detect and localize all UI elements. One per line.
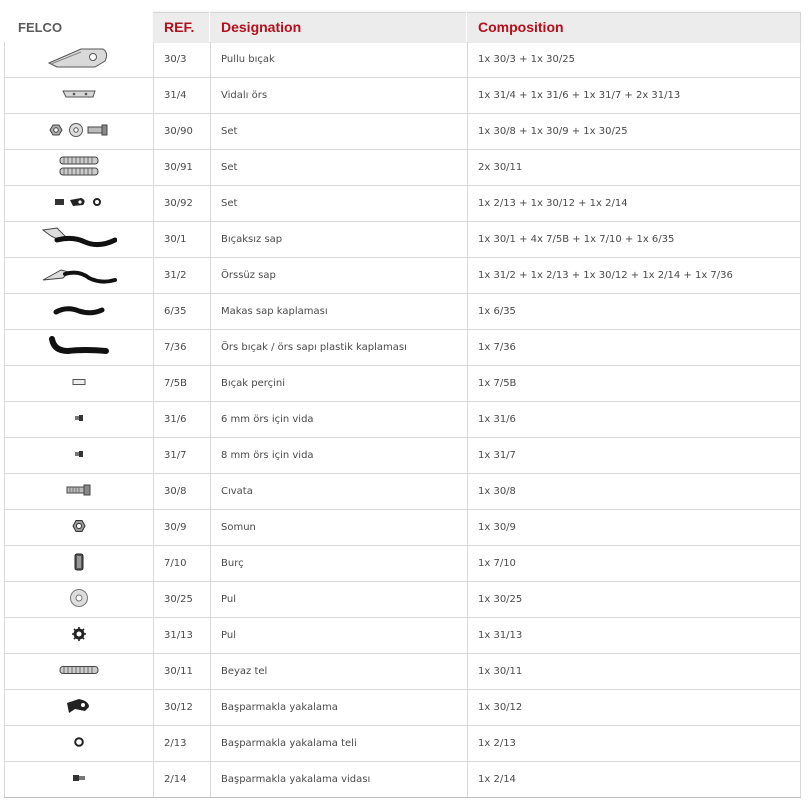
part-composition: 1x 30/12 bbox=[468, 690, 801, 726]
header-divider bbox=[466, 12, 467, 42]
catch-set-icon bbox=[5, 195, 153, 212]
part-designation: Beyaz tel bbox=[211, 654, 468, 690]
part-image-cell bbox=[5, 762, 154, 798]
part-composition: 1x 2/13 + 1x 30/12 + 1x 2/14 bbox=[468, 186, 801, 222]
part-designation: Burç bbox=[211, 546, 468, 582]
table-row bbox=[5, 726, 801, 762]
part-designation: Başparmakla yakalama vidası bbox=[211, 762, 468, 798]
table-row bbox=[5, 366, 801, 402]
part-designation: 6 mm örs için vida bbox=[211, 402, 468, 438]
part-image-cell bbox=[5, 474, 154, 510]
column-header-ref: REF. bbox=[164, 19, 195, 35]
part-designation: Pul bbox=[211, 618, 468, 654]
part-image-cell bbox=[5, 222, 154, 258]
part-ref: 31/4 bbox=[154, 78, 211, 114]
part-composition: 1x 30/8 + 1x 30/9 + 1x 30/25 bbox=[468, 114, 801, 150]
blade-icon bbox=[5, 45, 153, 74]
part-designation: Örssüz sap bbox=[211, 258, 468, 294]
part-image-cell bbox=[5, 114, 154, 150]
table-row bbox=[5, 654, 801, 690]
part-composition: 1x 2/14 bbox=[468, 762, 801, 798]
part-ref: 30/25 bbox=[154, 582, 211, 618]
part-composition: 1x 30/25 bbox=[468, 582, 801, 618]
part-designation: Cıvata bbox=[211, 474, 468, 510]
table-row bbox=[5, 42, 801, 78]
part-ref: 30/90 bbox=[154, 114, 211, 150]
small-screw-icon bbox=[5, 414, 153, 425]
part-ref: 30/8 bbox=[154, 474, 211, 510]
part-image-cell bbox=[5, 690, 154, 726]
part-ref: 31/6 bbox=[154, 402, 211, 438]
anvil-blade-icon bbox=[5, 89, 153, 102]
washer-icon bbox=[5, 588, 153, 611]
part-composition: 1x 30/8 bbox=[468, 474, 801, 510]
handle-cover-icon bbox=[5, 302, 153, 321]
star-washer-icon bbox=[5, 627, 153, 644]
table-row bbox=[5, 78, 801, 114]
part-image-cell bbox=[5, 402, 154, 438]
table-row bbox=[5, 114, 801, 150]
parts-table bbox=[4, 42, 801, 798]
part-designation: Somun bbox=[211, 510, 468, 546]
part-designation: Bıçak perçini bbox=[211, 366, 468, 402]
part-image-cell bbox=[5, 78, 154, 114]
part-designation: Vidalı örs bbox=[211, 78, 468, 114]
column-header-composition: Composition bbox=[478, 19, 564, 35]
ring-icon bbox=[5, 736, 153, 751]
table-row bbox=[5, 690, 801, 726]
rivet-icon bbox=[5, 378, 153, 389]
part-image-cell bbox=[5, 42, 154, 78]
bushing-icon bbox=[5, 553, 153, 574]
part-composition: 1x 30/9 bbox=[468, 510, 801, 546]
part-image-cell bbox=[5, 618, 154, 654]
handle-without-anvil-icon bbox=[5, 262, 153, 289]
part-image-cell bbox=[5, 150, 154, 186]
part-composition: 1x 6/35 bbox=[468, 294, 801, 330]
catch-screw-icon bbox=[5, 773, 153, 786]
part-ref: 7/10 bbox=[154, 546, 211, 582]
part-image-cell bbox=[5, 294, 154, 330]
nut-icon bbox=[5, 518, 153, 537]
small-screw-icon bbox=[5, 450, 153, 461]
table-row bbox=[5, 546, 801, 582]
table-row bbox=[5, 222, 801, 258]
table-row bbox=[5, 294, 801, 330]
part-image-cell bbox=[5, 510, 154, 546]
table-row bbox=[5, 438, 801, 474]
part-composition: 1x 31/13 bbox=[468, 618, 801, 654]
part-composition: 1x 30/1 + 4x 7/5B + 1x 7/10 + 1x 6/35 bbox=[468, 222, 801, 258]
part-ref: 31/7 bbox=[154, 438, 211, 474]
part-designation: Pul bbox=[211, 582, 468, 618]
part-image-cell bbox=[5, 258, 154, 294]
part-composition: 1x 31/6 bbox=[468, 402, 801, 438]
table-row bbox=[5, 330, 801, 366]
part-composition: 1x 7/5B bbox=[468, 366, 801, 402]
part-ref: 30/9 bbox=[154, 510, 211, 546]
part-image-cell bbox=[5, 438, 154, 474]
part-image-cell bbox=[5, 582, 154, 618]
part-composition: 1x 31/7 bbox=[468, 438, 801, 474]
part-ref: 30/1 bbox=[154, 222, 211, 258]
part-ref: 2/14 bbox=[154, 762, 211, 798]
part-ref: 30/91 bbox=[154, 150, 211, 186]
part-ref: 7/5B bbox=[154, 366, 211, 402]
spring-set-icon bbox=[5, 155, 153, 180]
handle-without-blade-icon bbox=[5, 226, 153, 253]
part-ref: 31/13 bbox=[154, 618, 211, 654]
plastic-cover-icon bbox=[5, 335, 153, 360]
part-composition: 2x 30/11 bbox=[468, 150, 801, 186]
part-ref: 30/92 bbox=[154, 186, 211, 222]
part-ref: 30/12 bbox=[154, 690, 211, 726]
table-row bbox=[5, 474, 801, 510]
part-ref: 2/13 bbox=[154, 726, 211, 762]
table-row bbox=[5, 186, 801, 222]
thumb-catch-icon bbox=[5, 697, 153, 718]
table-row bbox=[5, 402, 801, 438]
part-composition: 1x 31/4 + 1x 31/6 + 1x 31/7 + 2x 31/13 bbox=[468, 78, 801, 114]
table-row bbox=[5, 510, 801, 546]
part-composition: 1x 30/11 bbox=[468, 654, 801, 690]
part-ref: 30/3 bbox=[154, 42, 211, 78]
part-composition: 1x 2/13 bbox=[468, 726, 801, 762]
part-designation: Makas sap kaplaması bbox=[211, 294, 468, 330]
part-designation: Başparmakla yakalama teli bbox=[211, 726, 468, 762]
bolt-set-icon bbox=[5, 122, 153, 141]
part-image-cell bbox=[5, 186, 154, 222]
part-composition: 1x 7/36 bbox=[468, 330, 801, 366]
part-designation: Örs bıçak / örs sapı plastik kaplaması bbox=[211, 330, 468, 366]
part-composition: 1x 7/10 bbox=[468, 546, 801, 582]
table-row bbox=[5, 258, 801, 294]
part-image-cell bbox=[5, 330, 154, 366]
spring-icon bbox=[5, 665, 153, 678]
table-row bbox=[5, 150, 801, 186]
part-designation: Set bbox=[211, 186, 468, 222]
part-designation: 8 mm örs için vida bbox=[211, 438, 468, 474]
table-row bbox=[5, 618, 801, 654]
table-header bbox=[0, 0, 811, 42]
brand-label: FELCO bbox=[18, 19, 63, 35]
header-divider bbox=[209, 12, 210, 42]
table-row bbox=[5, 762, 801, 798]
part-ref: 30/11 bbox=[154, 654, 211, 690]
part-ref: 7/36 bbox=[154, 330, 211, 366]
part-designation: Pullu bıçak bbox=[211, 42, 468, 78]
part-designation: Başparmakla yakalama bbox=[211, 690, 468, 726]
part-image-cell bbox=[5, 366, 154, 402]
part-designation: Bıçaksız sap bbox=[211, 222, 468, 258]
bolt-icon bbox=[5, 484, 153, 499]
column-header-designation: Designation bbox=[221, 19, 302, 35]
table-row bbox=[5, 582, 801, 618]
part-composition: 1x 30/3 + 1x 30/25 bbox=[468, 42, 801, 78]
part-designation: Set bbox=[211, 114, 468, 150]
part-ref: 6/35 bbox=[154, 294, 211, 330]
part-image-cell bbox=[5, 654, 154, 690]
part-designation: Set bbox=[211, 150, 468, 186]
part-image-cell bbox=[5, 726, 154, 762]
part-image-cell bbox=[5, 546, 154, 582]
part-ref: 31/2 bbox=[154, 258, 211, 294]
part-composition: 1x 31/2 + 1x 2/13 + 1x 30/12 + 1x 2/14 + 1x 7/36 bbox=[468, 258, 801, 294]
